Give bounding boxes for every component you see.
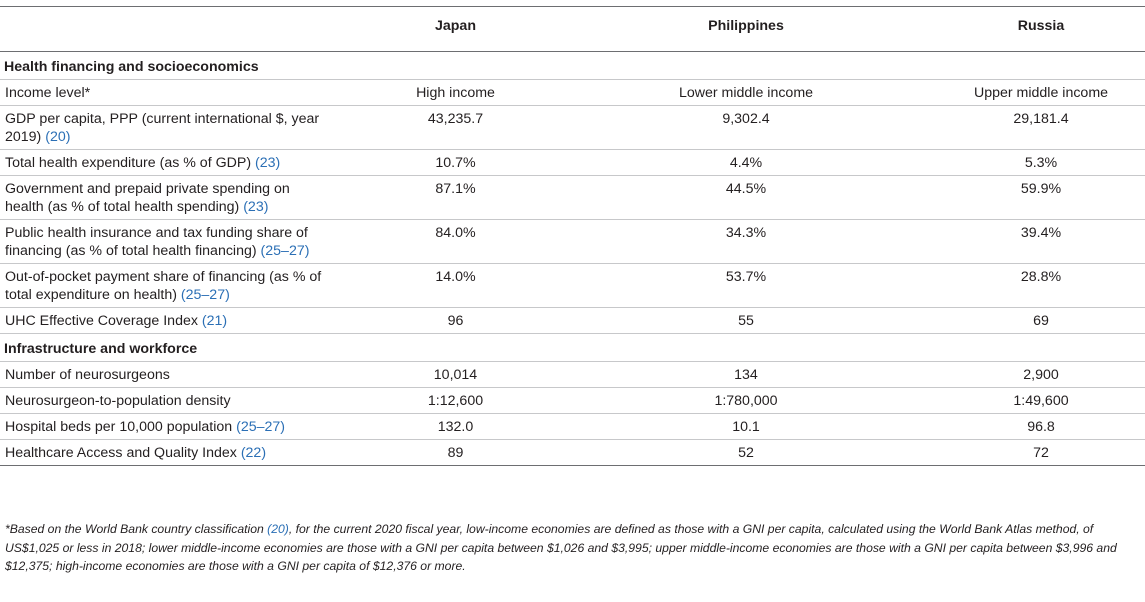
- table-row: [0, 150, 1145, 176]
- row-value: 9,302.4: [581, 106, 911, 150]
- row-label: [0, 264, 330, 308]
- row-value: High income: [330, 80, 581, 106]
- section-header-row: [0, 334, 1145, 362]
- table-row: [0, 220, 1145, 264]
- row-value: 53.7%: [581, 264, 911, 308]
- header-japan: Japan: [330, 7, 581, 52]
- row-value: 96: [330, 308, 581, 334]
- row-value: 96.8: [911, 414, 1145, 440]
- row-value: 1:780,000: [581, 388, 911, 414]
- row-value: 1:12,600: [330, 388, 581, 414]
- table-body: [0, 52, 1145, 466]
- row-label: [0, 106, 330, 150]
- table-row: [0, 176, 1145, 220]
- row-label: [0, 388, 330, 414]
- row-label-text: Neurosurgeon-to-population density: [5, 392, 231, 409]
- footnote-citation[interactable]: (20): [267, 522, 289, 536]
- row-value: 10,014: [330, 362, 581, 388]
- row-value: 84.0%: [330, 220, 581, 264]
- row-value: 59.9%: [911, 176, 1145, 220]
- row-label-text: Public health insurance and tax funding share of financing (as % of total health financing): [5, 224, 308, 259]
- row-value: 1:49,600: [911, 388, 1145, 414]
- citation-link[interactable]: (20): [45, 128, 71, 145]
- row-label-text: Hospital beds per 10,000 population: [5, 418, 233, 435]
- section-title: Health financing and socioeconomics: [0, 52, 1145, 80]
- row-value: 72: [911, 440, 1145, 466]
- header-russia: Russia: [911, 7, 1145, 52]
- row-label-text: Number of neurosurgeons: [5, 366, 170, 383]
- comparison-table: [0, 6, 1145, 466]
- row-value: 87.1%: [330, 176, 581, 220]
- table-row: [0, 308, 1145, 334]
- row-label-text: Out-of-pocket payment share of financing (as % of total expenditure on health): [5, 268, 322, 303]
- row-value: 44.5%: [581, 176, 911, 220]
- table-row: [0, 414, 1145, 440]
- citation-link[interactable]: (25–27): [180, 286, 230, 303]
- row-label-text: Government and prepaid private spending on health (as % of total health spending): [5, 180, 290, 215]
- citation-link[interactable]: (23): [255, 154, 281, 171]
- row-value: 52: [581, 440, 911, 466]
- row-label: [0, 150, 330, 176]
- row-label-text: Total health expenditure (as % of GDP): [5, 154, 252, 171]
- citation-link[interactable]: (21): [201, 312, 228, 329]
- row-value: 69: [911, 308, 1145, 334]
- row-value: 134: [581, 362, 911, 388]
- row-value: Lower middle income: [581, 80, 911, 106]
- table-row: [0, 362, 1145, 388]
- row-label: [0, 414, 330, 440]
- row-value: 43,235.7: [330, 106, 581, 150]
- row-value: 10.7%: [330, 150, 581, 176]
- citation-link[interactable]: (22): [240, 444, 267, 461]
- row-value: 28.8%: [911, 264, 1145, 308]
- citation-link[interactable]: (25–27): [236, 418, 286, 435]
- table-row: [0, 264, 1145, 308]
- row-label-text: UHC Effective Coverage Index: [5, 312, 198, 329]
- row-label-text: Income level*: [5, 84, 91, 101]
- row-label: [0, 440, 330, 466]
- header-philippines: Philippines: [581, 7, 911, 52]
- footnote-text-before: *Based on the World Bank country classification: [5, 522, 268, 536]
- row-label: [0, 80, 330, 106]
- table-footnote: [5, 520, 1140, 576]
- row-value: 39.4%: [911, 220, 1145, 264]
- row-value: 29,181.4: [911, 106, 1145, 150]
- row-label: [0, 308, 330, 334]
- row-label: [0, 176, 330, 220]
- row-value: 55: [581, 308, 911, 334]
- row-value: 10.1: [581, 414, 911, 440]
- table-row: [0, 106, 1145, 150]
- row-value: 14.0%: [330, 264, 581, 308]
- row-value: 132.0: [330, 414, 581, 440]
- citation-link[interactable]: (23): [243, 198, 269, 215]
- row-value: 4.4%: [581, 150, 911, 176]
- row-label-text: GDP per capita, PPP (current international $, year 2019): [5, 110, 320, 145]
- section-header-row: [0, 52, 1145, 80]
- table-row: [0, 80, 1145, 106]
- row-value: 34.3%: [581, 220, 911, 264]
- table-row: [0, 388, 1145, 414]
- footnote-text-after: , for the current 2020 fiscal year, low-income economies are defined as those with a GNI per capita, calculated using the World Bank Atlas method, of US$1,025 or less in 2018; lower middle-income economies are those with a GNI per capita between $1,026 and $3,995; upper middle-income economies are those with a GNI per capita between $3,996 and $12,375; high-income economies are those with a GNI per capita of $12,376 or more.: [5, 522, 1117, 573]
- row-value: 5.3%: [911, 150, 1145, 176]
- table-row: [0, 440, 1145, 466]
- row-value: 2,900: [911, 362, 1145, 388]
- row-value: 89: [330, 440, 581, 466]
- row-label: [0, 362, 330, 388]
- header-empty-cell: [0, 7, 330, 52]
- row-label-text: Healthcare Access and Quality Index: [5, 444, 237, 461]
- row-label: [0, 220, 330, 264]
- section-title: Infrastructure and workforce: [0, 334, 1145, 362]
- row-value: Upper middle income: [911, 80, 1145, 106]
- citation-link[interactable]: (25–27): [260, 242, 310, 259]
- table-header-row: [0, 7, 1145, 52]
